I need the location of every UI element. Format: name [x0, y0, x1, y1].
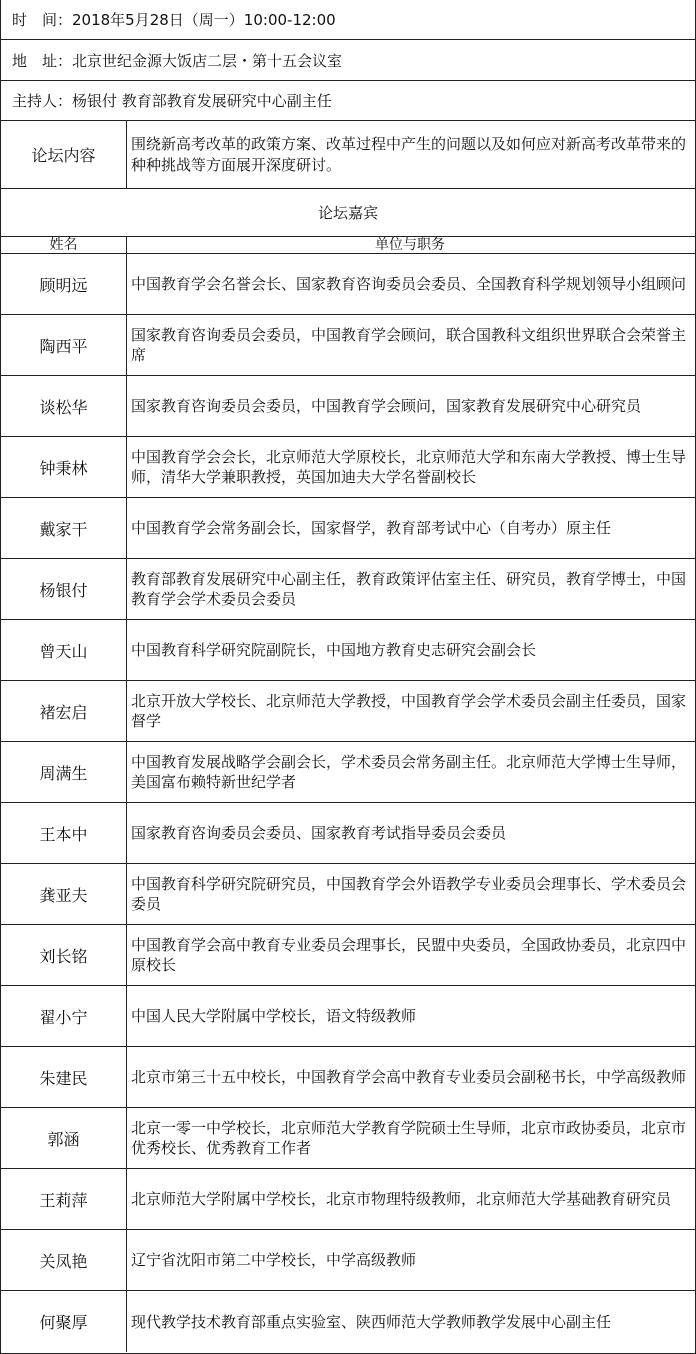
- guest-name: 钟秉林: [1, 437, 127, 497]
- guest-name: 王本中: [1, 803, 127, 863]
- guest-row: [1, 1047, 695, 1108]
- guest-role: 国家教育咨询委员会委员、国家教育考试指导委员会委员: [131, 824, 507, 842]
- guest-name: 郭涵: [1, 1108, 127, 1168]
- guest-name: 朱建民: [1, 1047, 127, 1107]
- guest-role: 国家教育咨询委员会委员，中国教育学会顾问，联合国教科文组织世界联合会荣誉主席: [131, 326, 687, 364]
- guest-role: 中国教育学会常务副会长，国家督学，教育部考试中心（自考办）原主任: [131, 519, 612, 537]
- header-name: 姓名: [1, 237, 127, 253]
- guest-row: [1, 254, 695, 315]
- guest-name: 何聚厚: [1, 1291, 127, 1352]
- guest-role: 中国人民大学附属中学校长，语文特级教师: [131, 1007, 417, 1025]
- content-row: [1, 121, 695, 189]
- guest-name: 翟小宁: [1, 986, 127, 1046]
- guest-row: [1, 681, 695, 742]
- guest-row: [1, 498, 695, 559]
- guest-row: [1, 986, 695, 1047]
- guest-role: 中国教育发展战略学会副会长，学术委员会常务副主任。北京师范大学博士生导师，美国富布赖特新世纪学者: [131, 753, 687, 791]
- guest-role: 北京市第三十五中校长，中国教育学会高中教育专业委员会副秘书长，中学高级教师: [131, 1068, 687, 1086]
- guest-name: 关凤艳: [1, 1230, 127, 1290]
- guest-list: [1, 254, 695, 1352]
- guest-name: 王莉萍: [1, 1169, 127, 1229]
- guest-name: 杨银付: [1, 559, 127, 619]
- guest-role: 中国教育学会会长，北京师范大学原校长，北京师范大学和东南大学教授、博士生导师，清华大学兼职教授，英国加迪夫大学名誉副校长: [131, 448, 687, 486]
- guest-role: 中国教育科学研究院副院长，中国地方教育史志研究会副会长: [131, 641, 537, 659]
- guest-row: [1, 803, 695, 864]
- guests-title-row: [1, 189, 695, 237]
- content-label: 论坛内容: [1, 121, 127, 188]
- guest-row: [1, 620, 695, 681]
- guest-name: 龚亚夫: [1, 864, 127, 924]
- address-row: [1, 40, 695, 81]
- guest-name: 谈松华: [1, 376, 127, 436]
- host-text: 主持人：杨银付 教育部教育发展研究中心副主任: [12, 92, 332, 110]
- guest-role: 现代教学技术教育部重点实验室、陕西师范大学教师教学发展中心副主任: [131, 1312, 612, 1331]
- guest-role: 辽宁省沈阳市第二中学校长，中学高级教师: [131, 1251, 417, 1269]
- guest-role: 北京一零一中学校长，北京师范大学教育学院硕士生导师，北京市政协委员，北京市优秀校长、优秀教育工作者: [131, 1119, 687, 1157]
- time-text: 时 间：2018年5月28日（周一）10:00-12:00: [12, 11, 336, 29]
- guests-title: 论坛嘉宾: [317, 204, 378, 222]
- guest-role: 中国教育学会名誉会长、国家教育咨询委员会委员、全国教育科学规划领导小组顾问: [131, 275, 687, 293]
- guest-name: 陶西平: [1, 315, 127, 375]
- guest-row: [1, 376, 695, 437]
- guest-role: 北京开放大学校长、北京师范大学教授，中国教育学会学术委员会副主任委员，国家督学: [131, 692, 687, 730]
- guest-name: 曾天山: [1, 620, 127, 680]
- guest-row: [1, 1291, 695, 1352]
- guest-name: 戴家干: [1, 498, 127, 558]
- guest-row: [1, 437, 695, 498]
- header-role: 单位与职务: [375, 236, 445, 253]
- guests-header-row: [1, 237, 695, 254]
- guest-name: 顾明远: [1, 254, 127, 314]
- content-text: 围绕新高考改革的政策方案、改革过程中产生的问题以及如何应对新高考改革带来的种种挑战等方面展开深度研讨。: [131, 134, 687, 174]
- guest-row: [1, 742, 695, 803]
- guest-row: [1, 1169, 695, 1230]
- guest-row: [1, 925, 695, 986]
- guest-role: 教育部教育发展研究中心副主任，教育政策评估室主任、研究员，教育学博士，中国教育学会学术委员会委员: [131, 570, 687, 608]
- guest-role: 国家教育咨询委员会委员，中国教育学会顾问，国家教育发展研究中心研究员: [131, 397, 642, 415]
- guest-row: [1, 864, 695, 925]
- host-row: [1, 81, 695, 121]
- guest-role: 北京师范大学附属中学校长，北京市物理特级教师，北京师范大学基础教育研究员: [131, 1190, 672, 1208]
- guest-name: 刘长铭: [1, 925, 127, 985]
- guest-name: 周满生: [1, 742, 127, 802]
- guest-name: 褚宏启: [1, 681, 127, 741]
- guest-row: [1, 559, 695, 620]
- time-row: [1, 0, 695, 40]
- guest-role: 中国教育学会高中教育专业委员会理事长，民盟中央委员，全国政协委员，北京四中原校长: [131, 936, 687, 974]
- address-text: 地 址：北京世纪金源大饭店二层・第十五会议室: [12, 51, 343, 70]
- guest-row: [1, 315, 695, 376]
- guest-role: 中国教育科学研究院研究员，中国教育学会外语教学专业委员会理事长、学术委员会委员: [131, 875, 687, 913]
- guest-row: [1, 1230, 695, 1291]
- guest-row: [1, 1108, 695, 1169]
